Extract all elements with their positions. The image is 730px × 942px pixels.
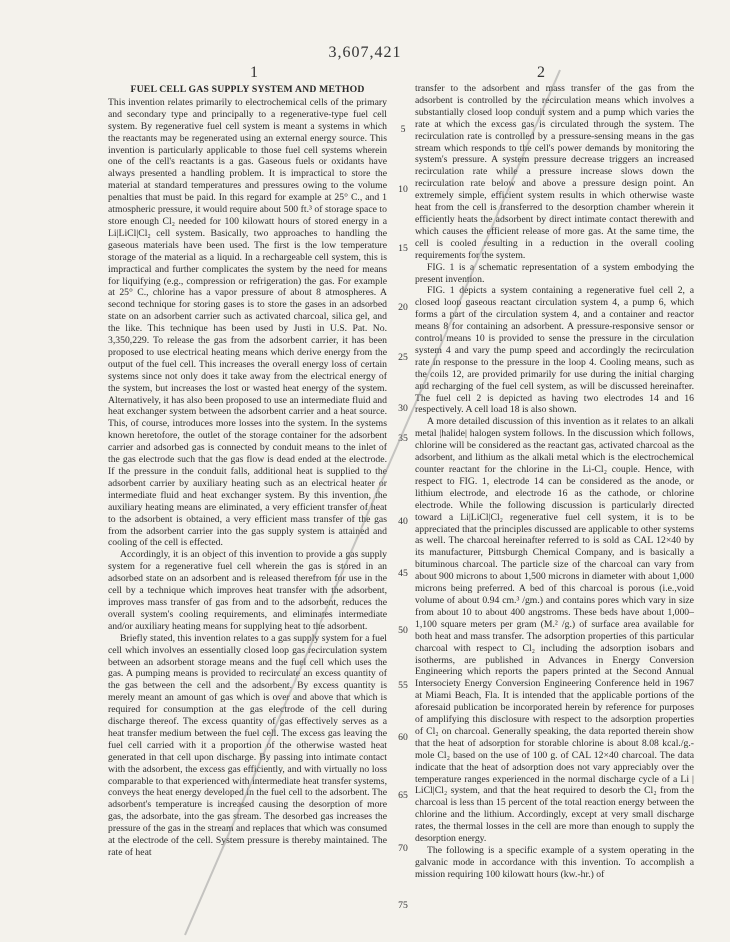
line-number: 65 xyxy=(398,790,408,801)
paragraph: Accordingly, it is an object of this invention to provide a gas supply system for a regenerative fuel cell wherein the gas is stored in an adsorbed state on an adsorbent and is released therefrom for use in the cell by a technique which improves heat transfer with the adsorbent, improves mass transfer of gas from and to the adsorbent, reduces the overall system's cooling requirements, and eliminates intermediate and/or auxiliary heating means for supplying heat to the adsorbent. xyxy=(108,549,387,632)
line-number: 40 xyxy=(398,516,408,527)
line-number: 35 xyxy=(398,433,408,444)
line-number: 60 xyxy=(398,732,408,743)
paragraph: transfer to the adsorbent and mass transfer of the gas from the adsorbent is controlled by the recirculation means which involves a substantially closed loop conduit system and a pump which varies the rate at which the excess gas is circulated through the system. The recirculation rate is controlled by a pressure-sensing means in the gas stream which responds to the cell's power demands by monitoring the system's pressure. A system pressure decrease triggers an increased recirculation rate while a pressure increase slows down the recirculation rate below and above a pressure design point. An extremely simple, efficient system results in which otherwise waste heat from the cell is transferred to the desorption chamber wherein it efficiently heats the adsorbent by direct intimate contact therewith and which causes the efficient release of more gas. At the same time, the cell is cooled resulting in a reduction in the overall cooling requirements for the system. xyxy=(415,83,694,261)
line-number: 20 xyxy=(398,302,408,313)
line-number: 5 xyxy=(400,124,406,135)
line-number: 30 xyxy=(398,403,408,414)
right-column xyxy=(415,83,694,881)
column-number-right: 2 xyxy=(537,64,545,81)
paragraph: A more detailed discussion of this invention as it relates to an alkali metal |halide| halogen system follows. In the discussion which follows, chlorine will be considered as the reactant gas, activated charcoal as the adsorbent, and lithium as the alkali metal which is the electrochemical counter reactant for the chlorine in the Li-Cl₂ couple. Hence, with respect to FIG. 1, electrode 14 can be considered as the anode, or lithium electrode, and electrode 16 as the cathode, or chlorine electrode. While the following discussion is particularly directed toward a Li|LiCl|Cl₂ regenerative fuel cell system, it is to be appreciated that the principles discussed are applicable to other systems as well. The charcoal hereinafter referred to is sold as CAL 12×40 by its manufacturer, Pittsburgh Chemical Company, and is basically a bituminous charcoal. The particle size of the charcoal can vary from about 900 microns to about 1,500 microns in diameter with about 1,000 microns being preferred. A bed of this charcoal is porous (i.e.,void volume of about 0.94 cm.³ /gm.) and contains pores which vary in size from about 10 to about 400 angstroms. These beds have about 1,000–1,100 square meters per gram (M.² /g.) of surface area available for both heat and mass transfer. The adsorption properties of this particular charcoal with respect to Cl₂ including the adsorption isobars and isotherms, are published in Advances in Energy Conversion Engineering which reports the papers printed at the Second Annual Intersociety Energy Conversion Engineering Conference held in 1967 at Miami Beach, Fla. It is intended that the applicable portions of the aforesaid publication be incorporated herein by reference for purposes of amplifying this disclosure with respect to the adsorption properties of Cl₂ on charcoal. Generally speaking, the data reported therein show that the heat of adsorption for storable chlorine is about 8.08 kcal./g.-mole Cl₂ based on the use of 100 g. of CAL 12×40 charcoal. The data indicate that the heat of adsorption does not vary appreciably over the temperature ranges experienced in the normal discharge cycle of a Li | LiCl|Cl₂ system, and that the heat required to desorb the Cl₂ from the charcoal is less than 15 percent of the total reaction energy between the chlorine and the lithium. Accordingly, except at very small discharge rates, the thermal losses in the cell are more than enough to supply the desorption energy. xyxy=(415,416,694,845)
paragraph: FIG. 1 is a schematic representation of a system embodying the present invention. xyxy=(415,261,694,285)
line-number: 25 xyxy=(398,352,408,363)
patent-number: 3,607,421 xyxy=(328,44,402,61)
line-number: 10 xyxy=(398,184,408,195)
document-title: FUEL CELL GAS SUPPLY SYSTEM AND METHOD xyxy=(130,84,365,95)
line-number: 55 xyxy=(398,680,408,691)
line-number: 15 xyxy=(398,243,408,254)
line-number: 50 xyxy=(398,625,408,636)
paragraph: FIG. 1 depicts a system containing a regenerative fuel cell 2, a closed loop gaseous reactant circulation system 4, a pump 6, which forms a part of the circulation system 4, and a container and reactor means 8 for containing an adsorbent. A pressure-responsive sensor or control means 10 is provided to sense the pressure in the circulation system 4 and vary the pump speed and accordingly the recirculation rate in response to the pressure in the loop 4. Cooling means, such as the coils 12, are provided primarily for use during the initial charging and recharging of the fuel cell system, as will be discussed hereinafter. The fuel cell 2 is depicted as having two electrodes 14 and 16 respectively. A cell load 18 is also shown. xyxy=(415,285,694,416)
line-number: 75 xyxy=(398,900,408,911)
left-column xyxy=(108,84,387,859)
line-number: 45 xyxy=(398,568,408,579)
paragraph: This invention relates primarily to electrochemical cells of the primary and secondary type and principally to a regenerative-type fuel cell system. By regenerative fuel cell system is meant a systems in which the reactants may be regenerated using an external energy source. This invention is particularly applicable to those fuel cell systems wherein one of the cell's reactants is a gas. Gaseous fuels or oxidants have always presented a handling problem. It is impractical to store the material at standard temperatures and pressures owing to the volume penalties that must be paid. In this regard for example at 25° C., and 1 atmospheric pressure, it would require about 500 ft.³ of storage space to store enough Cl₂ needed for 100 kilowatt hours of stored energy in a Li|LiCl|Cl₂ cell system. Basically, two approaches to handling the gaseous materials have been used. The first is the low temperature storage of the material as a liquid. In a rechargeable cell system, this is impractical and further complicates the system by the need for means for liquifying (e.g., compression or refrigeration) the gas. For example at 25° C., chlorine has a vapor pressure of about 8 atmospheres. A second technique for storing gases is to store the gases in an adsorbed state on an adsorbent carrier such as activated charcoal, silica gel, and the like. This technique has been used by Justi in U.S. Pat. No. 3,350,229. To release the gas from the adsorbent carrier, it has been proposed to use electrical heating means which derive energy from the output of the fuel cell. This increases the overall energy loss of certain systems since not only does it take away from the electrical energy of the system, but increases the lost or wasted heat energy of the system. Alternatively, it has also been proposed to use an intermediate fluid and heat exchanger system between the adsorbent carrier and a heat source. This, of course, introduces more losses into the system. In the systems known heretofore, the outlet of the storage container for the adsorbent carrier and adsorbed gas is connected by conduit means to the inlet of the gas electrode such that the gas flow is dead ended at the electrode. If the pressure in the conduit falls, additional heat is supplied to the adsorbent carrier by auxiliary heating such as an electrical heater or intermediate fluid and heat exchanger system. By this invention, the auxiliary heating means are eliminated, a very efficient transfer of heat to the adsorbent is obtained, a very efficient mass transfer of the gas from the adsorbent carrier into the gas supply system is attained and cooling of the cell is effected. xyxy=(108,96,387,549)
line-number: 70 xyxy=(398,843,408,854)
column-number-left: 1 xyxy=(250,64,258,81)
paragraph: Briefly stated, this invention relates to a gas supply system for a fuel cell which involves an essentially closed loop gas recirculation system between an adsorbent storage means and the fuel cell which uses the gas. A pumping means is provided to recirculate an excess quantity of the gas between the cell and the adsorbent. By excess quantity is merely meant an amount of gas which is over and above that which is required for consumption at the gas electrode of the cell during discharge thereof. The excess quantity of gas effectively serves as a heat transfer medium between the fuel cell. The excess gas leaving the fuel cell carried with it a proportion of the otherwise wasted heat generated in that cell upon discharge. By passing into intimate contact with the adsorbent, the excess gas efficiently, and with virtually no loss comparable to that experienced with intermediate heat transfer systems, conveys the heat energy developed in the fuel cell to the adsorbent. The adsorbent's temperature is increased causing the desorption of more gas, the adsorbate, into the gas stream. The desorbed gas increases the pressure of the gas in the stream and replaces that which was consumed at the electrode of the cell. System pressure is thereby maintained. The rate of heat xyxy=(108,632,387,858)
paragraph: The following is a specific example of a system operating in the galvanic mode in accordance with this invention. To accomplish a mission requiring 100 kilowatt hours (kw.-hr.) of xyxy=(415,845,694,880)
